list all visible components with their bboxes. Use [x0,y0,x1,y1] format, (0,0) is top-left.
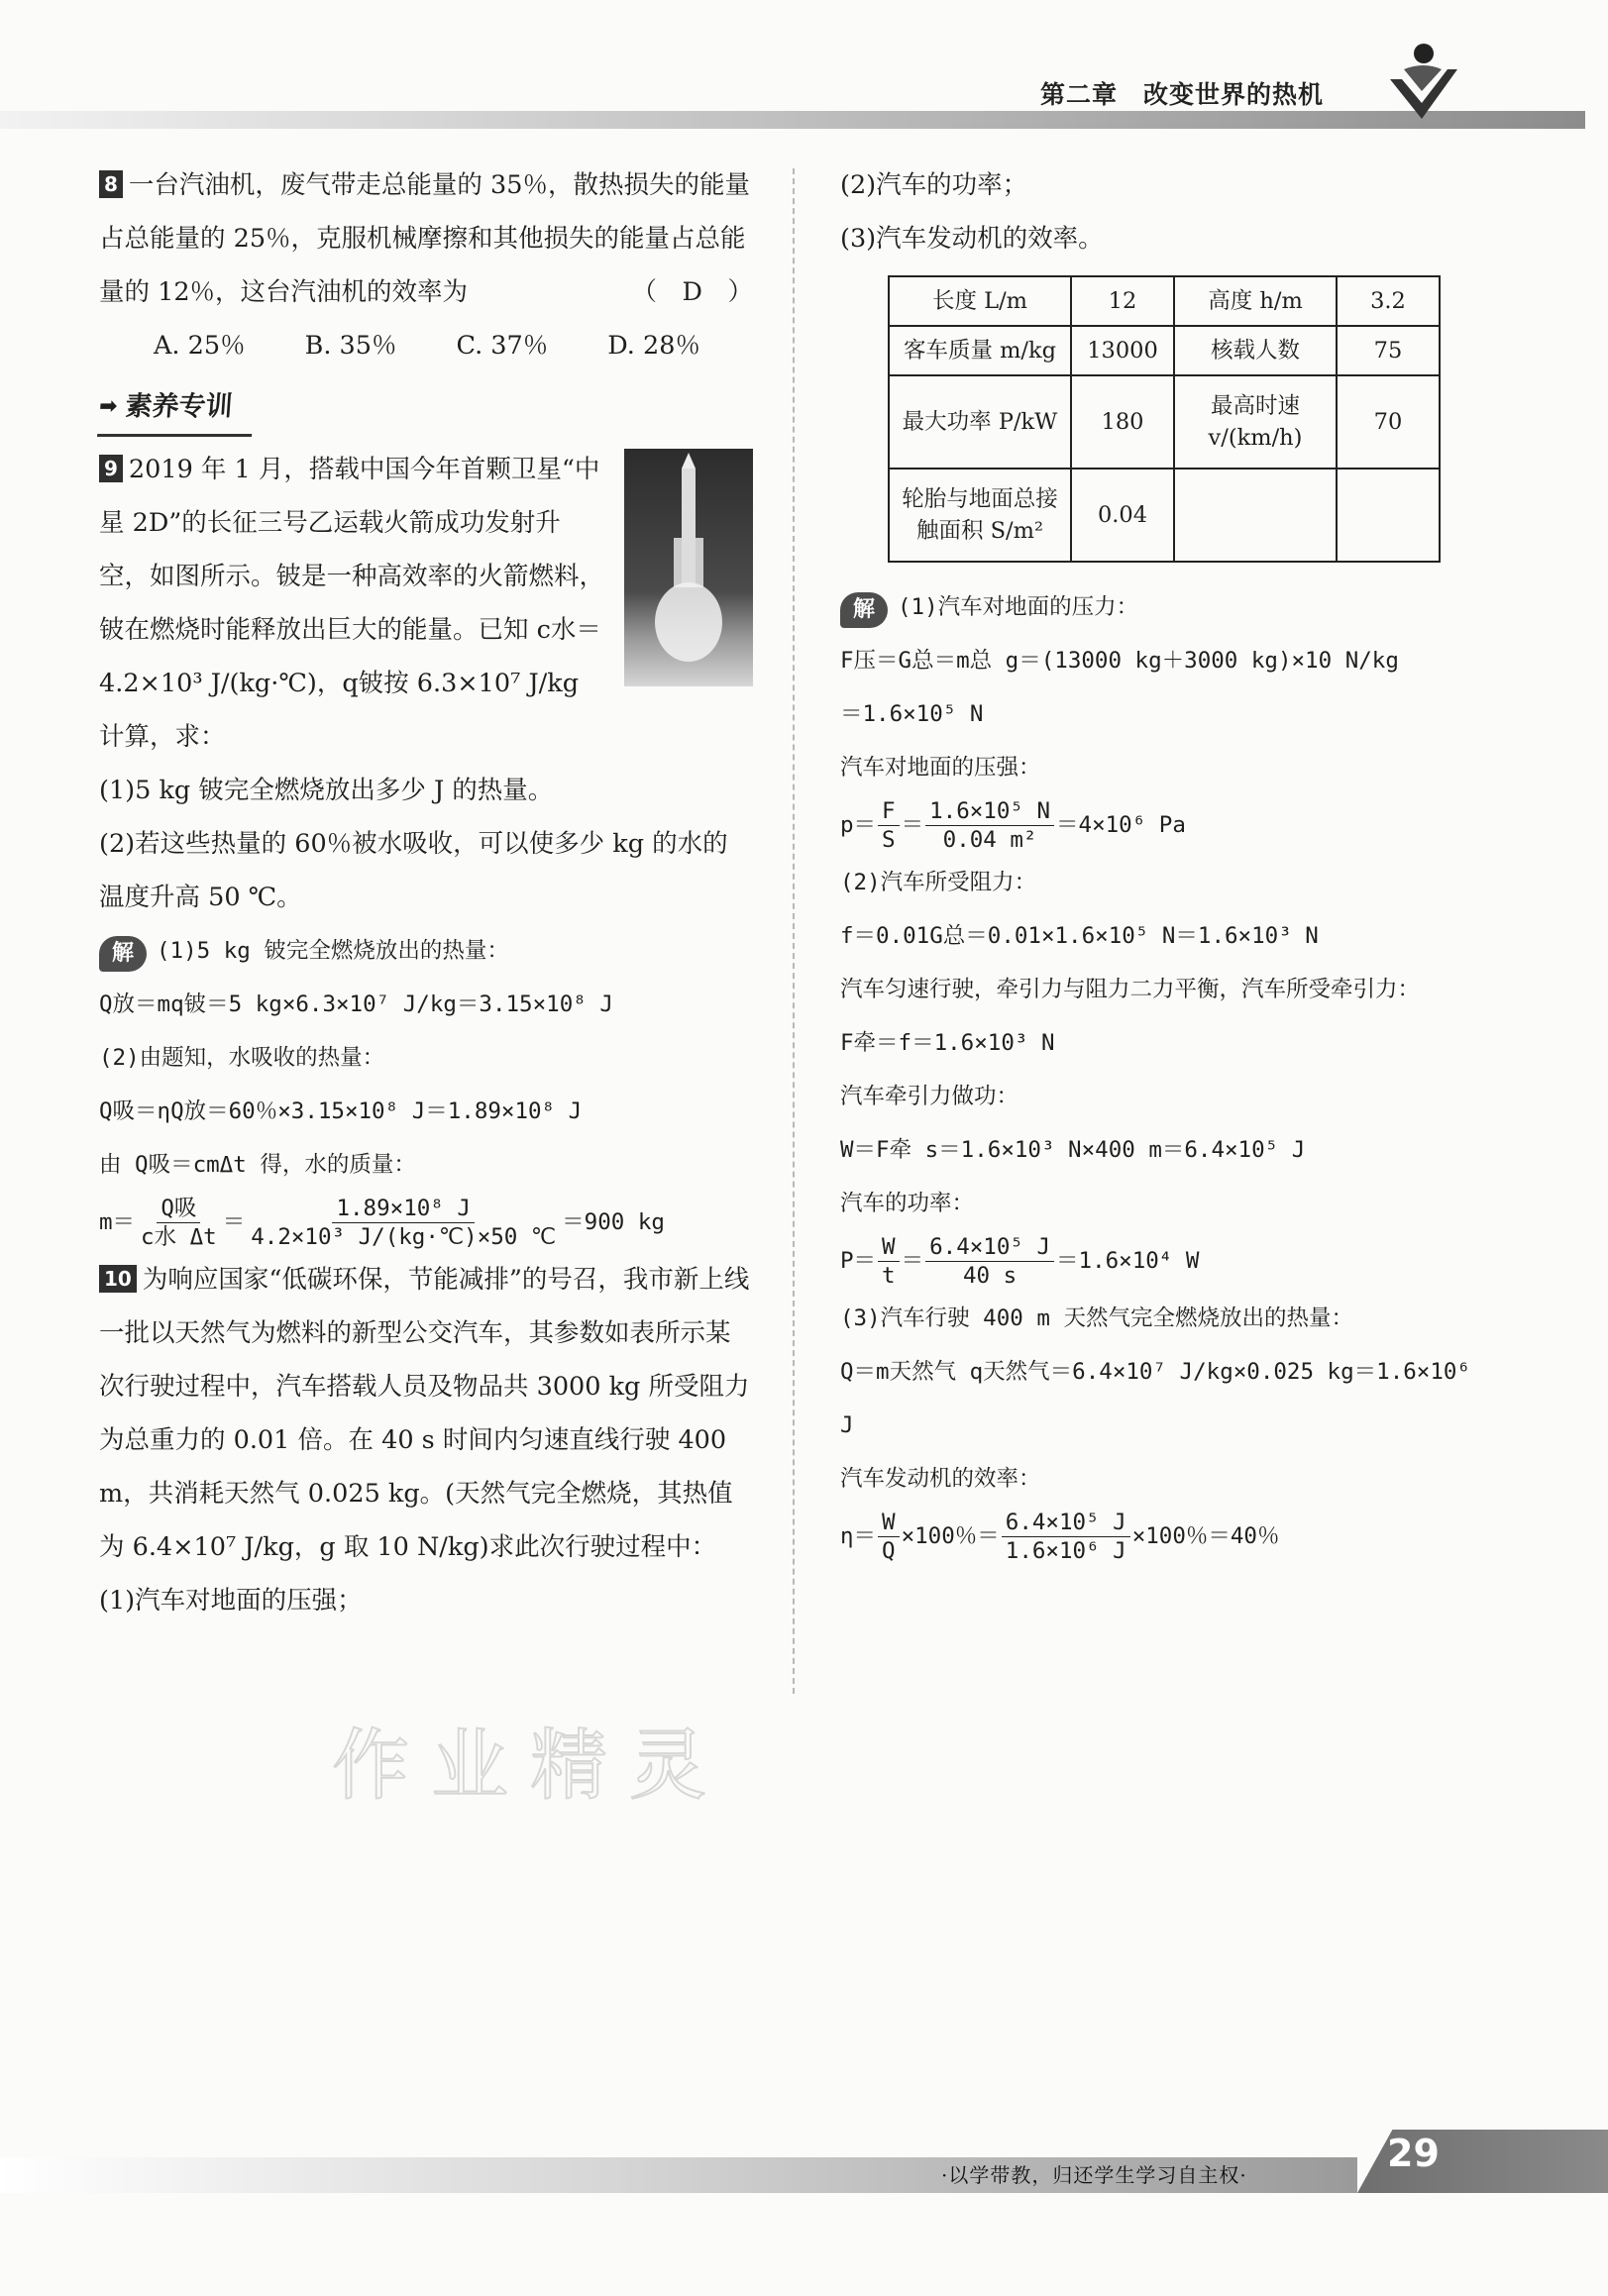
formula-result: ×100％＝40％ [1131,1523,1280,1549]
formula-lhs: p＝ [840,812,877,838]
sub-question-1: (1)汽车对地面的压强； [99,1586,363,1616]
solution-badge: 解 [99,936,147,972]
rocket-icon [624,449,753,686]
table-cell: 12 [1071,276,1174,326]
question-text: 2019 年 1 月，搭载中国今年首颗卫星“中星 2D”的长征三号乙运载火箭成功发射升空，如图所示。铍是一种高效率的火箭燃料，铍在燃烧时能释放出巨大的能量。已知 c水＝4.2×10³ J/(kg·℃)，q铍按 6.3×10⁷ J/kg 计算，求： [99,455,605,752]
question-number: 9 [99,455,123,482]
solution-line: (2)汽车所受阻力： [840,870,1037,895]
table-row [889,469,1440,562]
sub-question-1: (1)5 kg 铍完全燃烧放出多少 J 的热量。 [99,776,554,805]
numerator: Q吸 [157,1195,200,1223]
table-cell: 13000 [1071,326,1174,375]
formula-result: ＝4×10⁶ Pa [1056,812,1186,838]
solution-line: W＝F牵 s＝1.6×10³ N×400 m＝6.4×10⁵ J [840,1137,1306,1163]
fraction [925,797,1054,854]
formula-result: ＝1.6×10⁴ W [1056,1248,1200,1274]
solution-line: (2)由题知，水吸收的热量： [99,1045,385,1071]
formula-lhs: m＝ [99,1209,136,1235]
denominator: 1.6×10⁶ J [1005,1538,1126,1564]
rocket-launch-image [624,449,753,686]
fraction [925,1233,1054,1290]
solution-badge: 解 [840,592,888,628]
table-cell: 轮胎与地面总接触面积 S/m² [889,469,1071,562]
table-cell: 180 [1071,375,1174,469]
denominator: 0.04 m² [942,827,1037,853]
denominator: t [882,1263,896,1289]
formula-lhs: P＝ [840,1248,877,1274]
table-row [889,326,1440,375]
solution-line: ＝1.6×10⁵ N [840,701,984,727]
table-cell [1174,469,1337,562]
fraction [878,797,900,854]
section-heading [97,380,256,437]
table-row [889,276,1440,326]
solution-formula [99,1192,753,1253]
solution-line: (1)5 kg 铍完全燃烧放出的热量： [157,938,509,964]
question-text: 一台汽油机，废气带走总能量的 35％，散热损失的能量占总能量的 25％，克服机械摩擦和其他损失的能量占总能量的 12％，这台汽油机的效率为 [99,170,750,307]
header-bar [0,111,1585,129]
question-text: 为响应国家“低碳环保，节能减排”的号召，我市新上线一批以天然气为燃料的新型公交汽车，其参数如表所示某次行驶过程中，汽车搭载人员及物品共 3000 kg 所受阻力为总重力的 0.01 倍。在 40 s 时间内匀速直线行驶 400 m，共消耗天然气 0.025 kg。(天然气完全燃烧，其热值为 6.4×10⁷ J/kg，g 取 10 N/kg)求此次行驶过程中： [99,1265,750,1562]
choice-c: C. 37％ [456,331,549,361]
section-title: 素养专训 [124,391,234,422]
denominator: S [882,827,896,853]
table-cell: 客车质量 m/kg [889,326,1071,375]
publisher-logo-icon [1382,40,1461,129]
formula-result: ＝900 kg [562,1209,665,1235]
table-cell: 75 [1337,326,1440,375]
denominator: 4.2×10³ J/(kg·℃)×50 ℃ [251,1224,557,1250]
solution-formula [840,794,1484,856]
parameter-table [888,275,1441,563]
column-divider [793,168,795,1694]
solution-line: Q吸＝ηQ放＝60％×3.15×10⁸ J＝1.89×10⁸ J [99,1098,583,1124]
solution-line: F牵＝f＝1.6×10³ N [840,1030,1055,1056]
solution [99,924,753,1253]
sub-question-3: (3)汽车发动机的效率。 [840,224,1104,254]
table-cell: 高度 h/m [1174,276,1337,326]
equals: ＝ [901,812,924,838]
numerator: 1.6×10⁵ N [925,797,1054,826]
table-row [889,375,1440,469]
solution-line: Q＝m天然气 q天然气＝6.4×10⁷ J/kg×0.025 kg＝1.6×10⁶ J [840,1359,1470,1438]
numerator: F [878,797,900,826]
fraction [137,1195,221,1251]
left-column [99,158,753,1627]
numerator: 6.4×10⁵ J [925,1233,1054,1262]
page-number: 29 [1387,2132,1440,2175]
arrow-icon: ➡ [98,394,119,419]
solution-line: Q放＝mq铍＝5 kg×6.3×10⁷ J/kg＝3.15×10⁸ J [99,991,613,1017]
numerator: 6.4×10⁵ J [1002,1509,1130,1537]
denominator: 40 s [962,1263,1018,1289]
question-9 [99,443,753,1253]
denominator: c水 Δt [141,1224,217,1250]
question-number: 8 [99,170,123,198]
solution-line: f＝0.01G总＝0.01×1.6×10⁵ N＝1.6×10³ N [840,923,1319,949]
table-cell: 0.04 [1071,469,1174,562]
solution-formula [840,1230,1484,1292]
fraction [878,1509,900,1565]
solution-line: 汽车的功率： [840,1191,975,1216]
solution-line: 汽车发动机的效率： [840,1466,1041,1492]
solution-line: 汽车匀速行驶，牵引力与阻力二力平衡，汽车所受牵引力： [840,977,1421,1002]
table-cell [1337,469,1440,562]
choice-a: A. 25％ [154,331,246,361]
formula-lhs: η＝ [840,1523,877,1549]
solution-line: 由 Q吸＝cmΔt 得，水的质量： [99,1152,416,1178]
table-cell: 最大功率 P/kW [889,375,1071,469]
sub-question-2: (2)汽车的功率； [840,170,1028,200]
solution-line: 汽车对地面的压强： [840,755,1041,781]
fraction [1002,1509,1130,1565]
watermark: 作业精灵 [332,1722,729,1811]
numerator: W [878,1509,900,1537]
solution-line: F压＝G总＝m总 g＝(13000 kg＋3000 kg)×10 N/kg [840,648,1399,674]
numerator: W [878,1233,900,1262]
question-number: 10 [99,1265,137,1293]
table-cell: 核载人数 [1174,326,1337,375]
fraction [247,1195,560,1251]
numerator: 1.89×10⁸ J [332,1195,474,1223]
fraction [878,1233,900,1290]
denominator: Q [882,1538,896,1564]
solution-formula [840,1506,1484,1567]
solution-line: (3)汽车行驶 400 m 天然气完全燃烧放出的热量： [840,1305,1353,1331]
solution-line: 汽车牵引力做功： [840,1084,1019,1109]
choices [99,319,753,372]
formula-middle: ×100％＝ [901,1523,1000,1549]
footer-slogan: ·以学带教，归还学生学习自主权· [941,2163,1247,2187]
choice-d: D. 28％ [607,331,700,361]
table-cell: 70 [1337,375,1440,469]
answer: （ D ） [631,277,753,307]
table-cell: 长度 L/m [889,276,1071,326]
solution-line: (1)汽车对地面的压力： [898,594,1139,620]
question-10 [99,1253,753,1627]
equals: ＝ [222,1209,246,1235]
chapter-title: 第二章 改变世界的热机 [1040,80,1325,109]
sub-question-2: (2)若这些热量的 60％被水吸收，可以使多少 kg 的水的温度升高 50 ℃。 [99,829,728,912]
choice-b: B. 35％ [304,331,397,361]
table-cell: 3.2 [1337,276,1440,326]
question-8 [99,158,753,372]
table-cell: 最高时速 v/(km/h) [1174,375,1337,469]
solution [840,580,1484,1567]
equals: ＝ [901,1248,924,1274]
right-column [840,158,1484,1567]
